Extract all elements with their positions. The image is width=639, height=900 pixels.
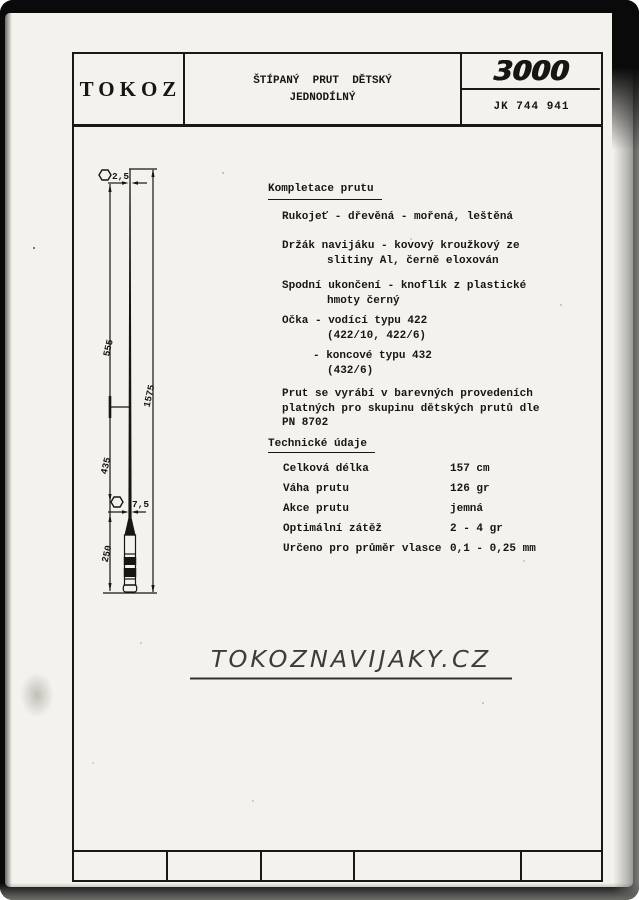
catalog-code: JK 744 941 bbox=[493, 101, 570, 113]
handle-cone bbox=[125, 518, 136, 535]
reel-seat-ring bbox=[124, 568, 136, 577]
scan-smudge bbox=[20, 672, 54, 718]
spec-value: 0,1 - 0,25 mm bbox=[450, 543, 536, 555]
spec-value: 157 cm bbox=[450, 463, 490, 475]
dim-handle-length: 250 bbox=[99, 544, 115, 564]
spec-line: hmoty černý bbox=[327, 294, 400, 307]
spec-label: Celková délka bbox=[283, 463, 369, 475]
footer-cell bbox=[522, 852, 601, 880]
spec-row bbox=[268, 459, 578, 479]
title-line-1: ŠTÍPANÝ PRUT DĚTSKÝ bbox=[253, 74, 392, 87]
document-title bbox=[185, 54, 462, 124]
spec-label: Určeno pro průměr vlasce bbox=[283, 543, 442, 555]
footer-cell bbox=[74, 852, 168, 880]
dim-tip-diameter: 2,5 bbox=[112, 171, 130, 182]
spec-value: 126 gr bbox=[450, 483, 490, 495]
footer-cell bbox=[355, 852, 522, 880]
scan-speck bbox=[560, 304, 562, 306]
spec-label: Optimální zátěž bbox=[283, 523, 383, 535]
title-block-right bbox=[462, 54, 601, 124]
watermark-text: TOKOZNAVIJAKY.CZ bbox=[190, 646, 512, 680]
scan-speck bbox=[140, 642, 142, 644]
dim-upper-section: 555 bbox=[101, 338, 116, 358]
rod-diagram bbox=[85, 158, 165, 598]
footer-table bbox=[74, 850, 601, 880]
dimension-junction bbox=[109, 396, 112, 418]
title-line-2: JEDNODÍLNÝ bbox=[289, 91, 356, 104]
guide-ring-icon bbox=[111, 497, 123, 507]
title-block bbox=[72, 52, 603, 126]
spec-value: 2 - 4 gr bbox=[450, 523, 503, 535]
reel-seat-ring bbox=[124, 557, 136, 565]
dim-total-length: 1575 bbox=[141, 383, 158, 409]
scan-speck bbox=[33, 247, 35, 249]
scan-speck bbox=[523, 560, 525, 562]
spec-line: Držák navijáku - kovový kroužkový ze bbox=[282, 240, 520, 252]
section-kompletace bbox=[268, 182, 558, 431]
spec-label: Akce prutu bbox=[283, 503, 350, 515]
model-number: 3000 bbox=[461, 54, 603, 90]
spec-line: slitiny Al, černě eloxován bbox=[327, 254, 499, 267]
spec-line: PN 8702 bbox=[282, 417, 329, 429]
section-heading: Kompletace prutu bbox=[268, 182, 382, 200]
brand-logo: TOKOZ bbox=[74, 54, 185, 124]
spec-line: Prut se vyrábí v barevných provedeních bbox=[282, 388, 533, 400]
spec-row bbox=[268, 519, 578, 539]
scan-speck bbox=[252, 800, 254, 802]
spec-line: Očka - vodící typu 422 bbox=[282, 315, 428, 327]
spec-line: (422/10, 422/6) bbox=[327, 329, 427, 342]
footer-cell bbox=[168, 852, 262, 880]
tip-ring-icon bbox=[99, 170, 111, 180]
spec-line: (432/6) bbox=[327, 364, 374, 377]
scan-speck bbox=[222, 172, 224, 174]
scan-speck bbox=[410, 238, 412, 240]
spec-line: Spodní ukončení - knoflík z plastické bbox=[282, 280, 527, 292]
rod-blank bbox=[128, 169, 131, 518]
spec-row bbox=[268, 479, 578, 499]
spec-line: platných pro skupinu dětských prutů dle bbox=[282, 402, 540, 415]
butt-cap bbox=[123, 585, 136, 592]
dim-middle-section: 435 bbox=[98, 456, 114, 476]
spec-row bbox=[268, 499, 578, 519]
spec-line: - koncové typu 432 bbox=[313, 350, 432, 362]
section-technicke-udaje bbox=[268, 438, 578, 559]
spec-value: jemná bbox=[450, 503, 484, 515]
section-heading: Technické údaje bbox=[268, 438, 375, 453]
scan-speck bbox=[482, 702, 484, 704]
footer-cell bbox=[262, 852, 355, 880]
dim-butt-diameter: 7,5 bbox=[132, 499, 150, 510]
spec-row bbox=[268, 539, 578, 559]
spec-label: Váha prutu bbox=[283, 483, 350, 495]
scan-speck bbox=[92, 762, 94, 764]
spec-line: Rukojeť - dřevěná - mořená, leštěná bbox=[282, 210, 514, 223]
